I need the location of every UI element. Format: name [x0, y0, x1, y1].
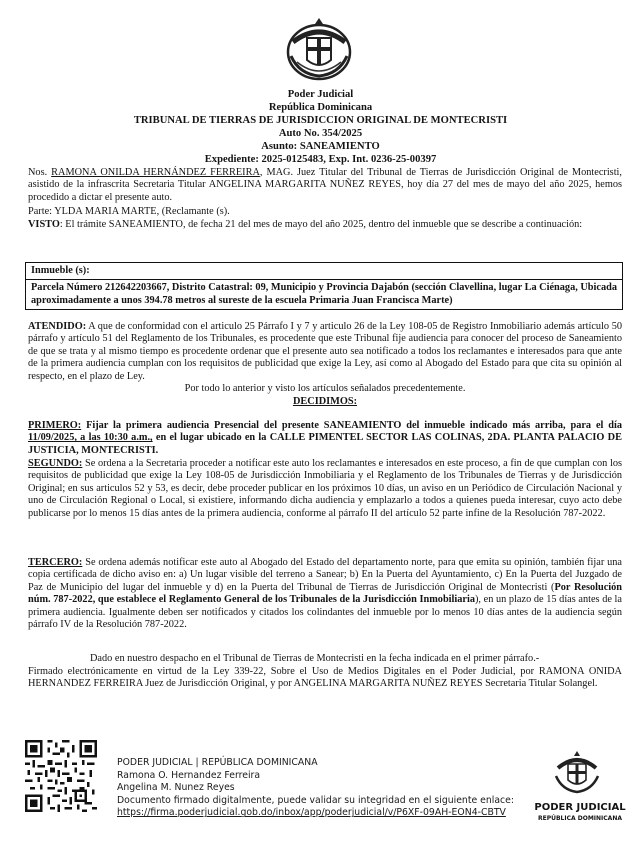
segundo-text: Se ordena a la Secretaria proceder a notificar este auto los reclamantes e interesados en este proceso, a fin de que cumplan con los requisitos de publicidad que exige la Ley 108-05 de Jurisdicción Inmobiliaria y el Reglamento de los Tribunales de Tierras y de Jurisdicción Original; en sus articulos 52 y 53, es decir, debe proceder publicar en los próximos 10 días, un aviso en un Periódico de Circulación Nacional y uno de Circulación Regional o Local, si existiere, informando dicha audiencia y emplazarlo a todos a quienes pueda interesar, cuyo acto debe publicarse por lo menos 15 días antes de la primera audiencia, conforme al párrafo II del artículo 52 parte infine de la Resolución 787-2022. — [28, 458, 622, 519]
poder-judicial-badge-title: PODER JUDICIAL — [534, 802, 626, 813]
expediente: Expediente: 2025-0125483, Exp. Int. 0236-25-00397 — [204, 154, 437, 165]
segundo-paragraph — [28, 458, 622, 520]
intro-nos: Nos. — [28, 167, 48, 178]
poder-judicial-badge-sub: REPÚBLICA DOMINICANA — [537, 815, 622, 822]
segundo-label: SEGUNDO: — [28, 458, 83, 469]
signature-footer — [117, 757, 537, 820]
judge-name: RAMONA ONILDA HERNÁNDEZ FERREIRA — [51, 167, 260, 178]
coat-of-arms-seal-icon — [285, 16, 353, 82]
primero-text1: Fijar la primera audiencia Presencial del presente SANEAMIENTO del inmueble indicado más arriba, para el día — [81, 420, 622, 431]
poder-judicial-seal-icon — [552, 750, 602, 794]
intro-text: , MAG. Juez Titular del Tribunal de Tierras de Jurisdicción Original de Montecristi, asistido de la infrascrita Secretaria Titular ANGELINA MARGARITA NUÑEZ REYES, hoy día 27 del mes de mayo del año 2025, hemos procedido a dictar el presente auto. — [28, 167, 622, 203]
primero-label: PRIMERO: — [28, 420, 82, 431]
atendido-closing: Por todo lo anterior y visto los artículos señalados precedentemente. — [184, 383, 466, 394]
validation-link[interactable]: https://firma.poderjudicial.gob.do/inbox/app/poderjudicial/v/P6XF-09AH-EON4-CBTV — [117, 807, 506, 819]
inmueble-box — [25, 262, 623, 310]
dado-paragraph: Dado en nuestro despacho en el Tribunal de Tierras de Montecristi en la fecha indicada en el primer párrafo.- — [90, 653, 540, 664]
tercero-label: TERCERO: — [28, 557, 83, 568]
footer-line-3: Angelina M. Nunez Reyes — [117, 782, 235, 794]
atendido-text: A que de conformidad con el articulo 25 Párrafo I y 7 y articulo 26 de la Ley 108-05 de Registro Inmobiliario además artículo 50 párrafo y artículo 51 del Reglamento de los Tribunales, es procedente que este Tribunal fije audiencia para conocer del proceso de Saneamiento de que se trata y al mismo tiempo es procedente ordenar que el presente auto sea notificado a todos los reclamantes e interesados para que ante de la primera audiencia cumplan con los requisitos de publicidad que exige la Ley, así como al Abogado del Estado para que cita su opinión al respecto, en el plazo de Ley. — [28, 321, 622, 382]
footer-line-4: Documento firmado digitalmente, puede validar su integridad en el siguiente enlace: — [117, 794, 514, 806]
parte-line: Parte: YLDA MARIA MARTE, (Reclamante (s). — [28, 206, 230, 217]
tribunal-name: TRIBUNAL DE TIERRAS DE JURISDICCION ORIGINAL DE MONTECRISTI — [133, 115, 508, 126]
firmado-paragraph: Firmado electrónicamente en virtud de la Ley 339-22, Sobre el Uso de Medios Digitales en el Poder Judicial, por RAMONA ONIDA HERNANDEZ FERREIRA Juez de Jurisdicción Original, y por ANGELINA MARGARITA NUÑEZ REYES Secretaria Titular Solangel. — [28, 666, 622, 690]
primero-date: 11/09/2025, a las 10:30 a.m., — [28, 432, 153, 444]
tercero-text2: ), en un plazo de 15 días antes de la primera audiencia. Igualmente deben ser notificados y citados los colindantes del inmueble por lo menos 10 días antes de la audiencia según párrafo IV de la Resolución 787-2022. — [28, 594, 622, 631]
intro-paragraph — [28, 167, 622, 204]
inmueble-label: Inmueble (s): — [26, 263, 622, 280]
inmueble-description: Parcela Número 212642203667, Distrito Catastral: 09, Municipio y Provincia Dajabón (sección Clavellina, lugar La Ciénaga, Ubicada aproximadamente a unos 394.78 metros al sureste de la escuela Primaria Juan Francisca Marte) — [31, 282, 617, 306]
footer-line-2: Ramona O. Hernandez Ferreira — [117, 769, 261, 781]
visto-label: VISTO — [28, 219, 60, 230]
org-name: Poder Judicial — [287, 89, 354, 100]
qr-code-icon — [25, 740, 97, 812]
atendido-paragraph — [28, 321, 622, 383]
visto-paragraph — [28, 219, 622, 231]
primero-text2: en el lugar ubicado en la CALLE PIMENTEL SECTOR LAS COLINAS, 2DA. PLANTA PALACIO DE JUSTICIA, MONTECRISTI. — [28, 432, 622, 456]
tercero-bold: Por Resolución núm. 787-2022, que establece el Reglamento General de los Tribunales de la Jurisdicción Inmobiliaria — [28, 581, 622, 606]
primero-paragraph — [28, 420, 622, 457]
auto-number: Auto No. 354/2025 — [278, 128, 363, 139]
country-name: República Dominicana — [268, 102, 373, 113]
atendido-label: ATENDIDO: — [28, 321, 87, 332]
decidimos-heading: DECIDIMOS: — [292, 396, 358, 407]
tercero-text1: Se ordena además notificar este auto al Abogado del Estado del departamento norte, para que emita su opinión, también fijar una copia certificada de dicho aviso en: a) Un lugar visible del terreno a Sanear; b) En la Puerta del Ayuntamiento, c) En la Puerta del Juzgado de Paz de Municipio del lugar del inmueble y d) en la Puerta del Tribunal de Tierras de Jurisdicción Original de Montecristi ( — [28, 557, 622, 593]
tercero-paragraph — [28, 557, 622, 631]
visto-text: : El trámite SANEAMIENTO, de fecha 21 del mes de mayo del año 2025, dentro del inmueble que se describe a continuación: — [59, 219, 583, 230]
footer-line-1: PODER JUDICIAL | REPÚBLICA DOMINICANA — [117, 757, 318, 768]
asunto: Asunto: SANEAMIENTO — [261, 141, 380, 152]
